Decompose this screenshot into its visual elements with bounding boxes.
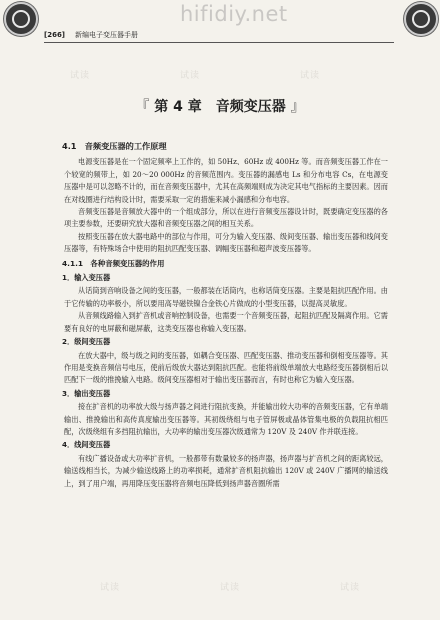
ghost-watermark: 试读 [70, 71, 91, 81]
item-heading: 3．输出变压器 [62, 388, 111, 398]
item-heading: 1．输入变压器 [62, 273, 111, 283]
watermark-text: hifidiy.net [180, 2, 288, 26]
paragraph: 从音频线路输入到扩音机或音响控制设备，也需要一个音频变压器，起阻抗匹配及隔离作用。它需要有良好的电屏蔽和磁屏蔽，这类变压器也称输入变压器。 [64, 311, 388, 333]
paragraph: 在放大器中，级与级之间的变压器，如耦合变压器、匹配变压器、推动变压器和倒相变压器等。其作用是变换音频信号电压，使前后级放大器达到阻抗匹配。也能将前级单端放大电路经变压器倒相后以匹配下一级的推挽输入电路。级间变压器相对于输出变压器而言，有时也称它为输入变压器。 [64, 350, 388, 385]
body-text [64, 140, 388, 490]
seal-icon [4, 2, 38, 36]
chapter-title [0, 96, 440, 116]
ghost-watermark: 试读 [300, 71, 321, 81]
paragraph: 从话筒到音响设备之间的变压器，一般都装在话筒内，也称话筒变压器。主要是阻抗匹配作用。由于它传输的功率极小，所以要用高导磁铁镍合金铁心片做成的小型变压器，以提高灵敏度。 [64, 286, 388, 308]
item-heading: 2．级间变压器 [62, 337, 111, 347]
item-heading: 4．线间变压器 [62, 440, 111, 450]
paragraph: 按照变压器在放大器电路中的部位与作用，可分为输入变压器、级间变压器、输出变压器和线间变压器等，有特殊场合中使用的阻抗匹配变压器、调幅变压器和超声波变压器等。 [64, 231, 388, 254]
ghost-watermark: 试读 [180, 71, 201, 81]
section-heading: 4.1 音频变压器的工作原理 [62, 141, 167, 151]
subsection-heading: 4.1.1 各种音频变压器的作用 [62, 258, 165, 268]
paragraph: 电源变压器是在一个固定频率上工作的，如 50Hz、60Hz 或 400Hz 等。而音频变压器工作在一个较宽的频带上，如 20～20 000Hz 的音频范围内。变压器的漏感电 Ls 和分布电容 Cs，在电源变压器中是可以忽略不计的，而在音频变压器中，尤其在高频端则成为决定其电气指标的主要因素。因而在对线圈进行结构设计时，需要采取一定的措施来减小漏感和分布电容。 [64, 157, 388, 204]
paragraph: 有线广播设备或大功率扩音机，一般都带有数量较多的扬声器，扬声器与扩音机之间的距离较远，输送线相当长，为减少输送线路上的功率损耗，通常扩音机阻抗输出 120V 或 240V 广播网的输送线上，到了用户端，再用降压变压器将音频电压降低到扬声器音圈所需 [64, 453, 388, 488]
right-bracket: 』 [290, 99, 305, 115]
paragraph: 接在扩音机的功率放大级与扬声器之间进行阻抗变换，并能输出较大功率的音频变压器，它有单端输出、推挽输出和高传真度输出变压器等。其初级绕组与电子管屏极或晶体管集电极的负载阻抗相匹配，次级绕组有多挡阻抗输出，大功率的输出变压器次级通常为 120V 及 240V 作并联连接。 [64, 402, 388, 436]
page-header [44, 30, 394, 43]
book-title: 新编电子变压器手册 [75, 31, 139, 39]
chapter-title-text: 第 4 章 音频变压器 [154, 99, 286, 115]
ghost-watermark: 试读 [100, 583, 121, 593]
ghost-watermark: 试读 [340, 583, 361, 593]
seal-icon [404, 2, 438, 36]
left-bracket: 『 [135, 99, 150, 115]
ghost-watermark: 试读 [220, 583, 241, 593]
page-number: [266] [44, 31, 66, 39]
paragraph: 音频变压器是音频放大器中的一个组成部分，所以在进行音频变压器设计时，既要确定变压器的各项主要参数，还要研究放大器和音频变压器之间的相互关系。 [64, 207, 388, 229]
